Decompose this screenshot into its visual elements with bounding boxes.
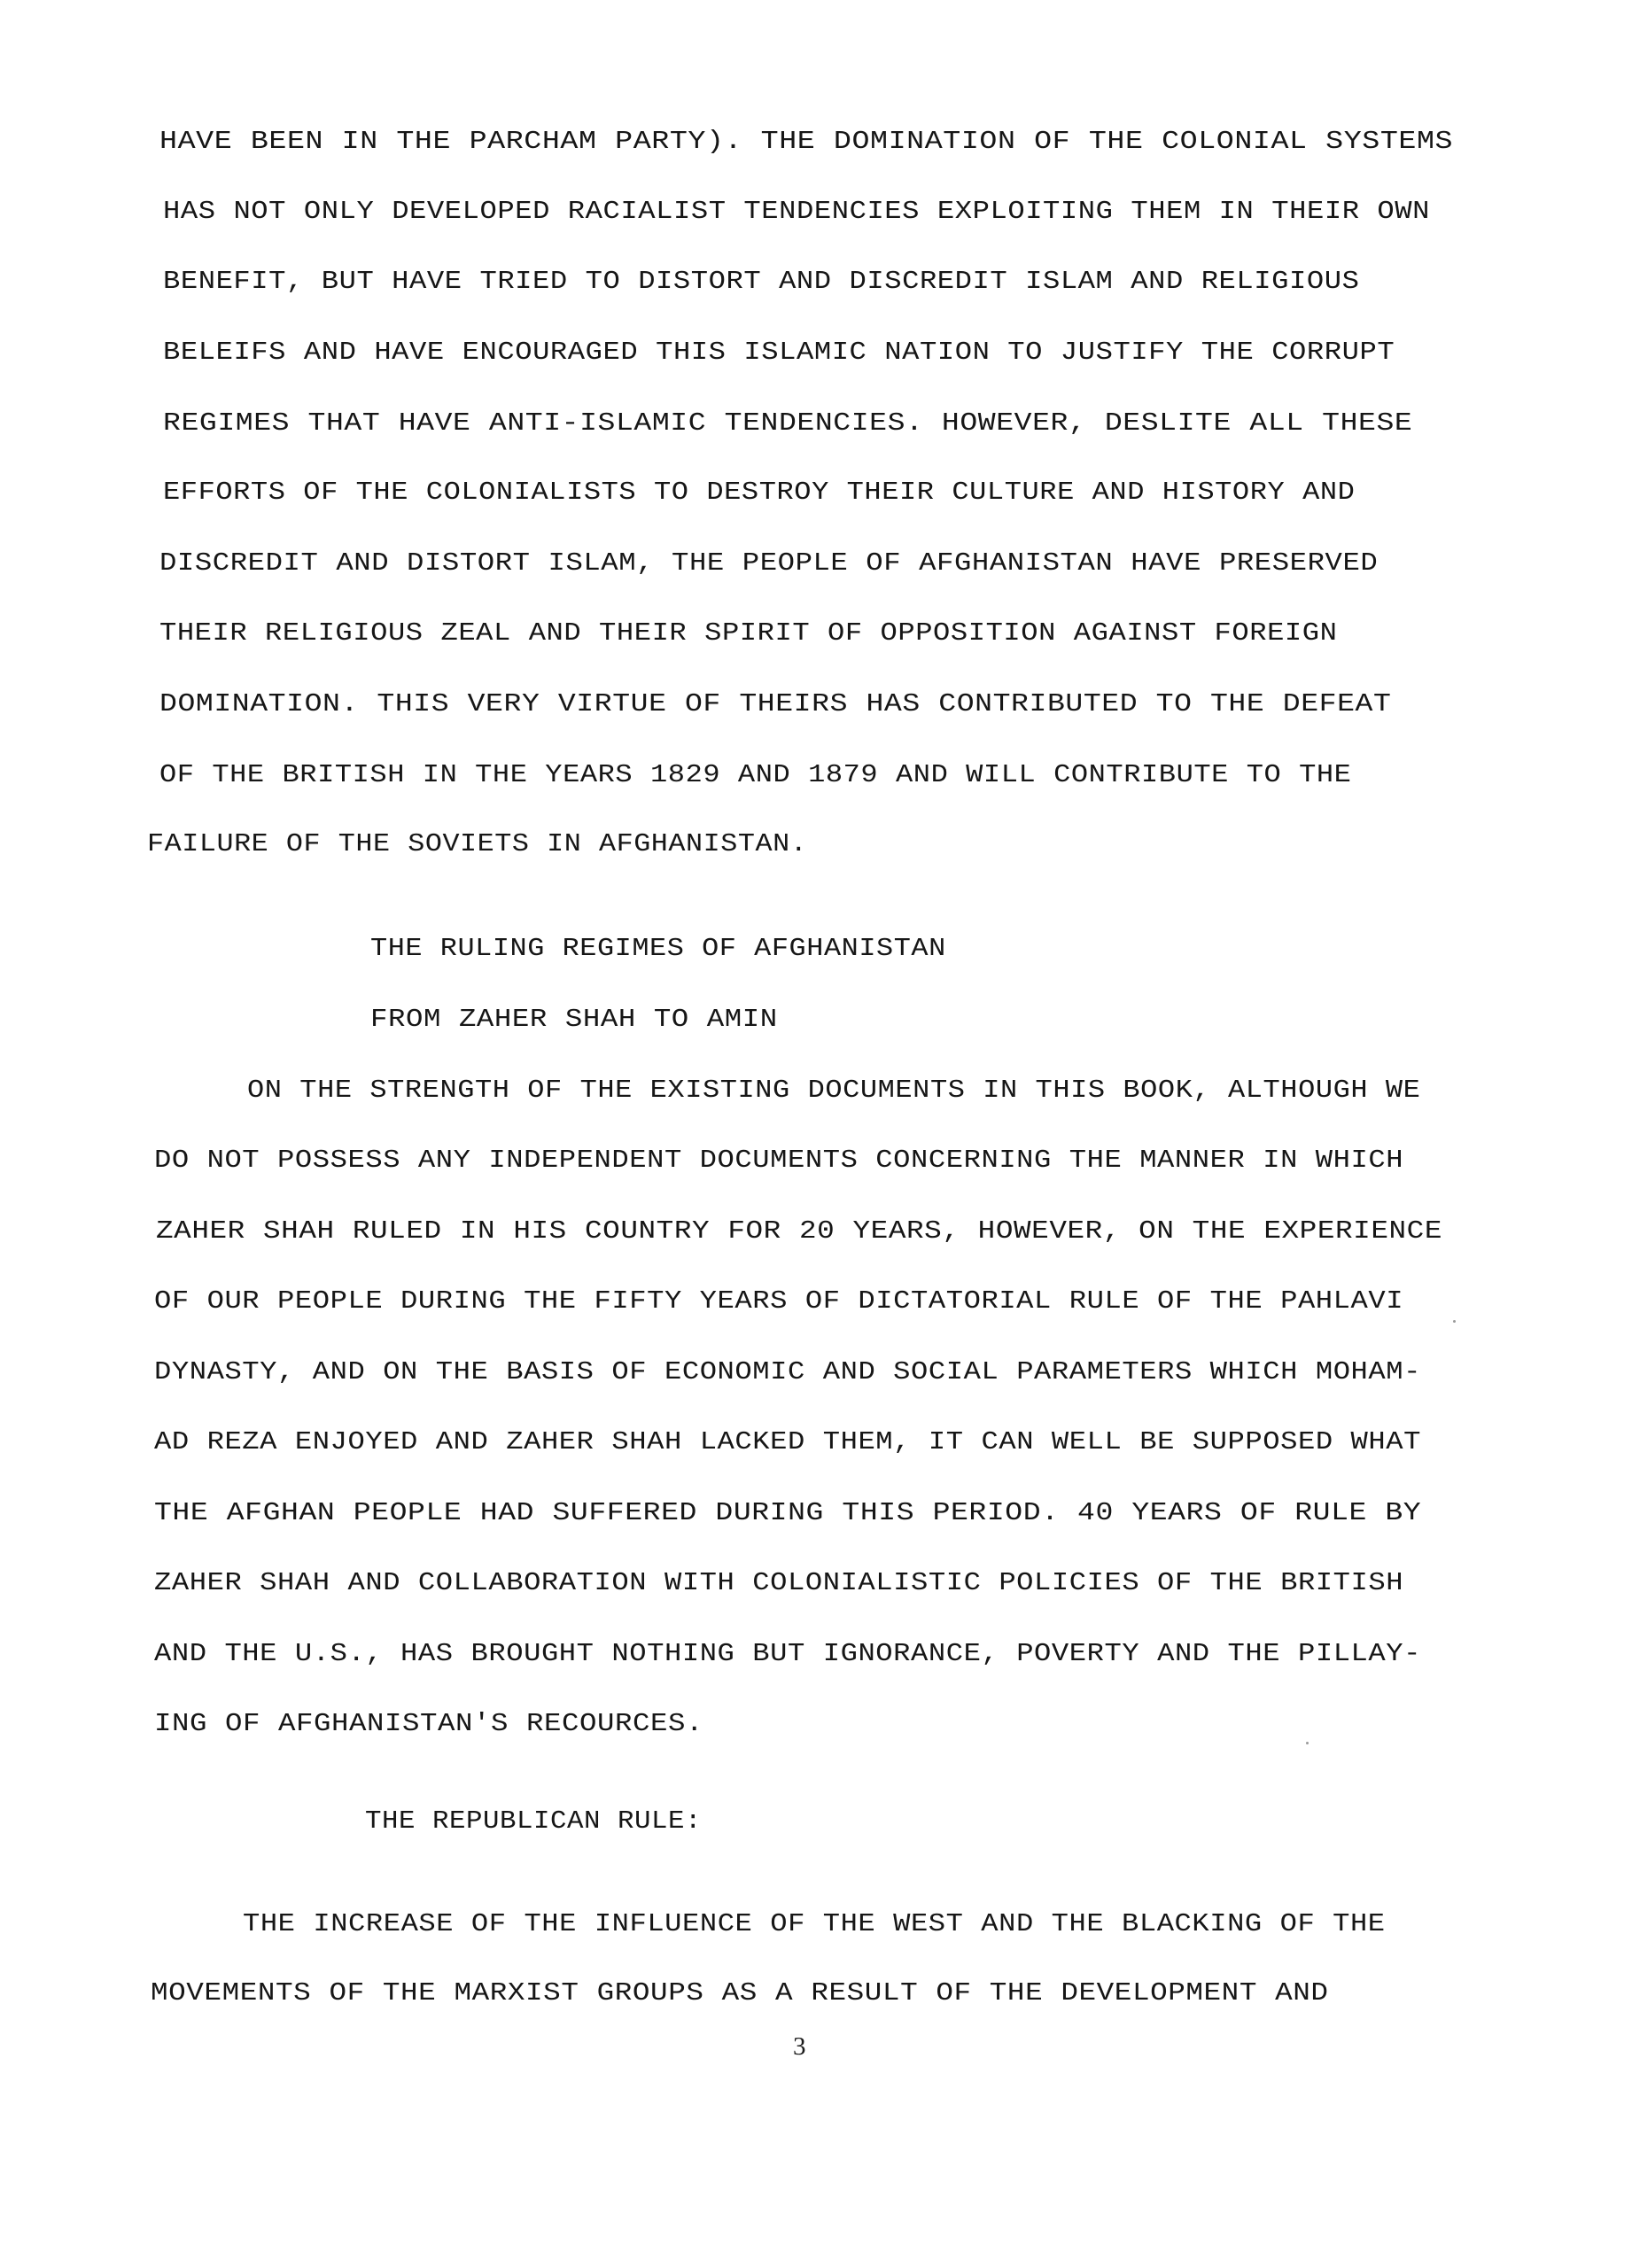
paragraph-1-line-5: REGIMES THAT HAVE ANTI-ISLAMIC TENDENCIES. HOWEVER, DESLITE ALL THESE [163,408,1413,438]
paragraph-2-line-5: DYNASTY, AND ON THE BASIS OF ECONOMIC AND SOCIAL PARAMETERS WHICH MOHAM- [154,1357,1422,1386]
paragraph-3-line-2: MOVEMENTS OF THE MARXIST GROUPS AS A RESULT OF THE DEVELOPMENT AND [151,1978,1329,2008]
scan-speck [1453,1320,1456,1323]
paragraph-1-line-6: EFFORTS OF THE COLONIALISTS TO DESTROY THEIR CULTURE AND HISTORY AND [163,478,1356,507]
paragraph-1-line-9: DOMINATION. THIS VERY VIRTUE OF THEIRS HAS CONTRIBUTED TO THE DEFEAT [159,689,1392,718]
paragraph-1-line-3: BENEFIT, BUT HAVE TRIED TO DISTORT AND DISCREDIT ISLAM AND RELIGIOUS [163,267,1360,296]
paragraph-1-line-8: THEIR RELIGIOUS ZEAL AND THEIR SPIRIT OF OPPOSITION AGAINST FOREIGN [159,618,1338,648]
scan-speck [1306,1742,1309,1744]
paragraph-1-line-11: FAILURE OF THE SOVIETS IN AFGHANISTAN. [147,829,808,858]
paragraph-2-line-3: ZAHER SHAH RULED IN HIS COUNTRY FOR 20 YEARS, HOWEVER, ON THE EXPERIENCE [156,1216,1443,1246]
paragraph-2-line-4: OF OUR PEOPLE DURING THE FIFTY YEARS OF DICTATORIAL RULE OF THE PAHLAVI [154,1286,1404,1316]
section-subheading-zaher-to-amin: FROM ZAHER SHAH TO AMIN [370,1005,778,1034]
paragraph-2-line-8: ZAHER SHAH AND COLLABORATION WITH COLONIALISTIC POLICIES OF THE BRITISH [154,1568,1404,1597]
paragraph-1-line-1: HAVE BEEN IN THE PARCHAM PARTY). THE DOMINATION OF THE COLONIAL SYSTEMS [159,127,1454,156]
paragraph-2-line-1: ON THE STRENGTH OF THE EXISTING DOCUMENTS IN THIS BOOK, ALTHOUGH WE [247,1076,1421,1105]
paragraph-2-line-6: AD REZA ENJOYED AND ZAHER SHAH LACKED THEM, IT CAN WELL BE SUPPOSED WHAT [154,1427,1422,1456]
paragraph-1-line-7: DISCREDIT AND DISTORT ISLAM, THE PEOPLE OF AFGHANISTAN HAVE PRESERVED [159,548,1379,578]
page-number: 3 [793,2032,806,2061]
paragraph-1-line-10: OF THE BRITISH IN THE YEARS 1829 AND 1879 AND WILL CONTRIBUTE TO THE [159,760,1352,789]
paragraph-1-line-4: BELEIFS AND HAVE ENCOURAGED THIS ISLAMIC NATION TO JUSTIFY THE CORRUPT [163,338,1395,367]
paragraph-2-line-7: THE AFGHAN PEOPLE HAD SUFFERED DURING THIS PERIOD. 40 YEARS OF RULE BY [154,1498,1422,1527]
section-heading-ruling-regimes: THE RULING REGIMES OF AFGHANISTAN [370,934,946,963]
paragraph-3-line-1: THE INCREASE OF THE INFLUENCE OF THE WEST AND THE BLACKING OF THE [243,1909,1386,1938]
paragraph-1-line-2: HAS NOT ONLY DEVELOPED RACIALIST TENDENCIES EXPLOITING THEM IN THEIR OWN [163,197,1431,226]
paragraph-2-line-2: DO NOT POSSESS ANY INDEPENDENT DOCUMENTS CONCERNING THE MANNER IN WHICH [154,1146,1404,1175]
paragraph-2-line-9: AND THE U.S., HAS BROUGHT NOTHING BUT IGNORANCE, POVERTY AND THE PILLAY- [154,1639,1422,1668]
section-heading-republican-rule: THE REPUBLICAN RULE: [365,1806,703,1836]
paragraph-2-line-10: ING OF AFGHANISTAN'S RECOURCES. [154,1709,703,1738]
